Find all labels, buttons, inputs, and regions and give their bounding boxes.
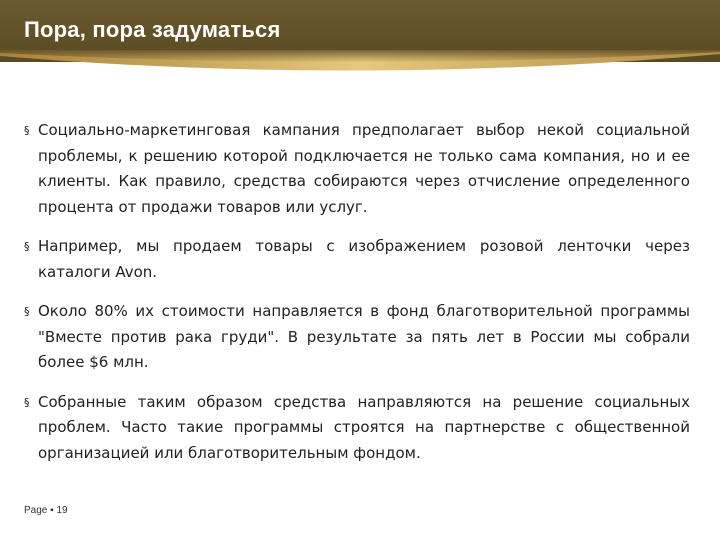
bullet-marker: § bbox=[24, 124, 30, 137]
page-number: Page ▪ 19 bbox=[24, 505, 68, 516]
slide-title: Пора, пора задуматься bbox=[24, 17, 281, 42]
bullet-marker: § bbox=[24, 240, 30, 253]
bullet-list bbox=[24, 118, 690, 480]
list-item bbox=[24, 390, 690, 467]
bullet-marker: § bbox=[24, 395, 30, 409]
bullet-marker: § bbox=[24, 305, 30, 318]
list-item bbox=[24, 299, 690, 376]
bullet-text: Собранные таким образом средства направляются на решение социальных проблем. Часто такие программы строятся на партнерстве с общественной организацией или благотворительным фондом. bbox=[38, 392, 690, 462]
list-item bbox=[24, 118, 690, 220]
bullet-text: Около 80% их стоимости направляется в фонд благотворительной программы "Вместе против рака груди". В результате за пять лет в России мы собрали более $6 млн. bbox=[38, 302, 690, 371]
list-item bbox=[24, 234, 690, 285]
bullet-text: Социально-маркетинговая кампания предполагает выбор некой социальной проблемы, к решению которой подключается не только сама компания, но и ее клиенты. Как правило, средства собираются через отчисление определенного процента от продажи товаров или услуг. bbox=[38, 121, 690, 216]
header-gold-ribbon bbox=[0, 50, 720, 80]
bullet-text: Например, мы продаем товары с изображением розовой ленточки через каталоги Avon. bbox=[38, 237, 690, 281]
